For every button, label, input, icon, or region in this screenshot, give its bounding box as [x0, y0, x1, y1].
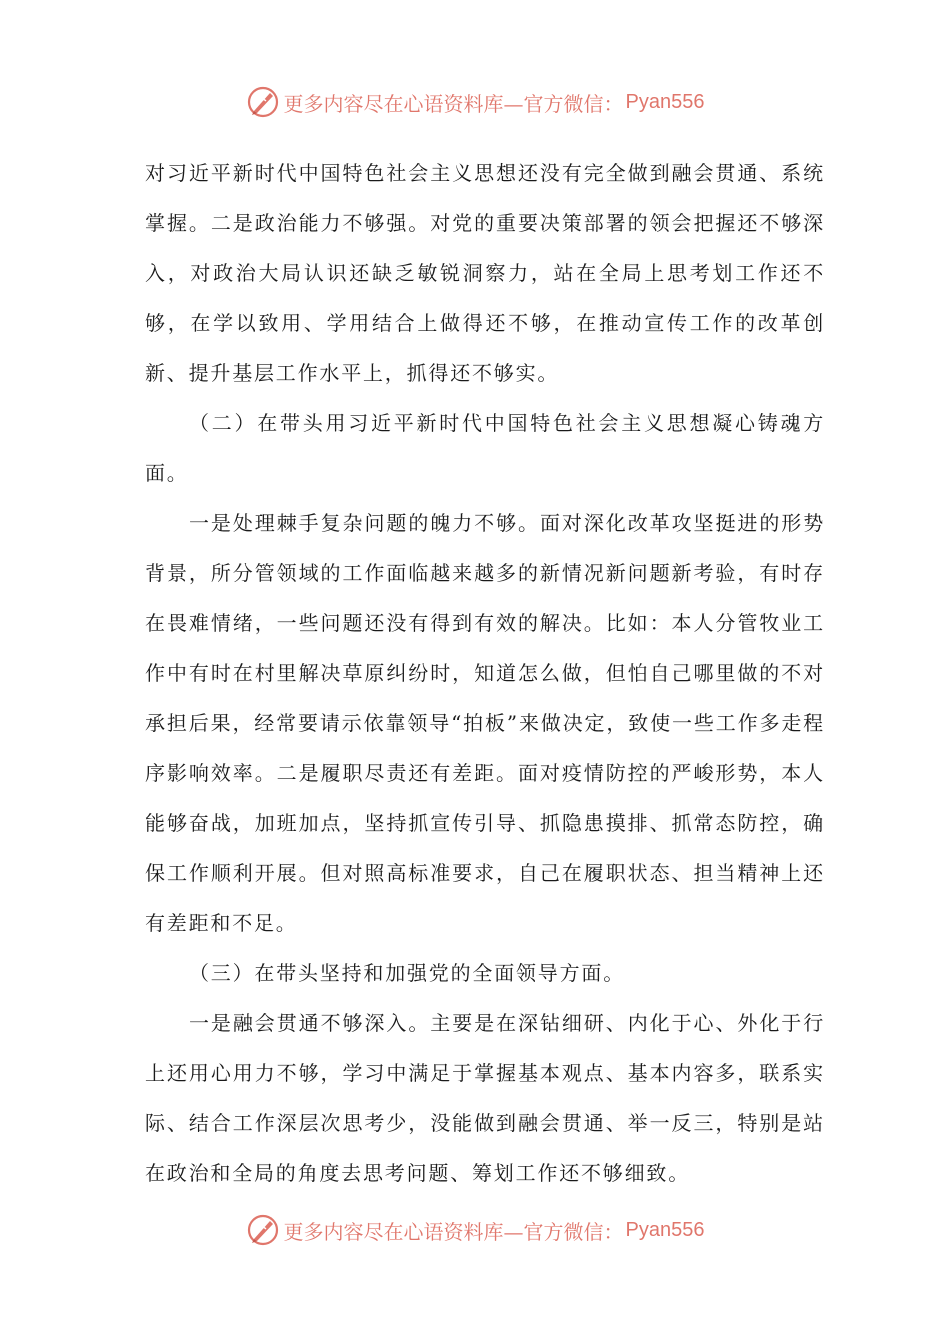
section-heading-3: （三）在带头坚持和加强党的全面领导方面。	[189, 961, 625, 985]
pen-logo-icon	[246, 85, 280, 119]
watermark-text: 更多内容尽在心语资料库—官方微信：	[283, 91, 624, 116]
paragraph-1: 对习近平新时代中国特色社会主义思想还没有完全做到融会贯通、系统掌握。二是政治能力不够强。对党的重要决策部署的领会把握还不够深入，对政治大局认识还缺乏敏锐洞察力，站在全局上思考划工作还不够，在学以致用、学用结合上做得还不够，在推动宣传工作的改革创新、提升基层工作水平上，抓得还不够实。	[145, 161, 825, 385]
watermark-footer	[0, 1210, 950, 1250]
paragraph-2: 一是处理棘手复杂问题的魄力不够。面对深化改革攻坚挺进的形势背景，所分管领域的工作面临越来越多的新情况新问题新考验，有时存在畏难情绪，一些问题还没有得到有效的解决。比如：本人分管牧业工作中有时在村里解决草原纠纷时，知道怎么做，但怕自己哪里做的不对承担后果，经常要请示依靠领导“拍板”来做决定，致使一些工作多走程序影响效率。二是履职尽责还有差距。面对疫情防控的严峻形势，本人能够奋战，加班加点，坚持抓宣传引导、抓隐患摸排、抓常态防控，确保工作顺利开展。但对照高标准要求，自己在履职状态、担当精神上还有差距和不足。	[145, 511, 825, 935]
paragraph-3: 一是融会贯通不够深入。主要是在深钻细研、内化于心、外化于行上还用心用力不够，学习中满足于掌握基本观点、基本内容多，联系实际、结合工作深层次思考少，没能做到融会贯通、举一反三，特别是站在政治和全局的角度去思考问题、筹划工作还不够细致。	[145, 1011, 825, 1185]
watermark-id: Pyan556	[625, 90, 705, 113]
watermark-text: 更多内容尽在心语资料库—官方微信：	[283, 1219, 624, 1244]
document-body	[145, 148, 825, 1198]
pen-logo-icon	[246, 1213, 280, 1247]
watermark-id: Pyan556	[625, 1218, 705, 1241]
section-heading-2: （二）在带头用习近平新时代中国特色社会主义思想凝心铸魂方面。	[145, 411, 825, 485]
watermark-header	[0, 82, 950, 122]
